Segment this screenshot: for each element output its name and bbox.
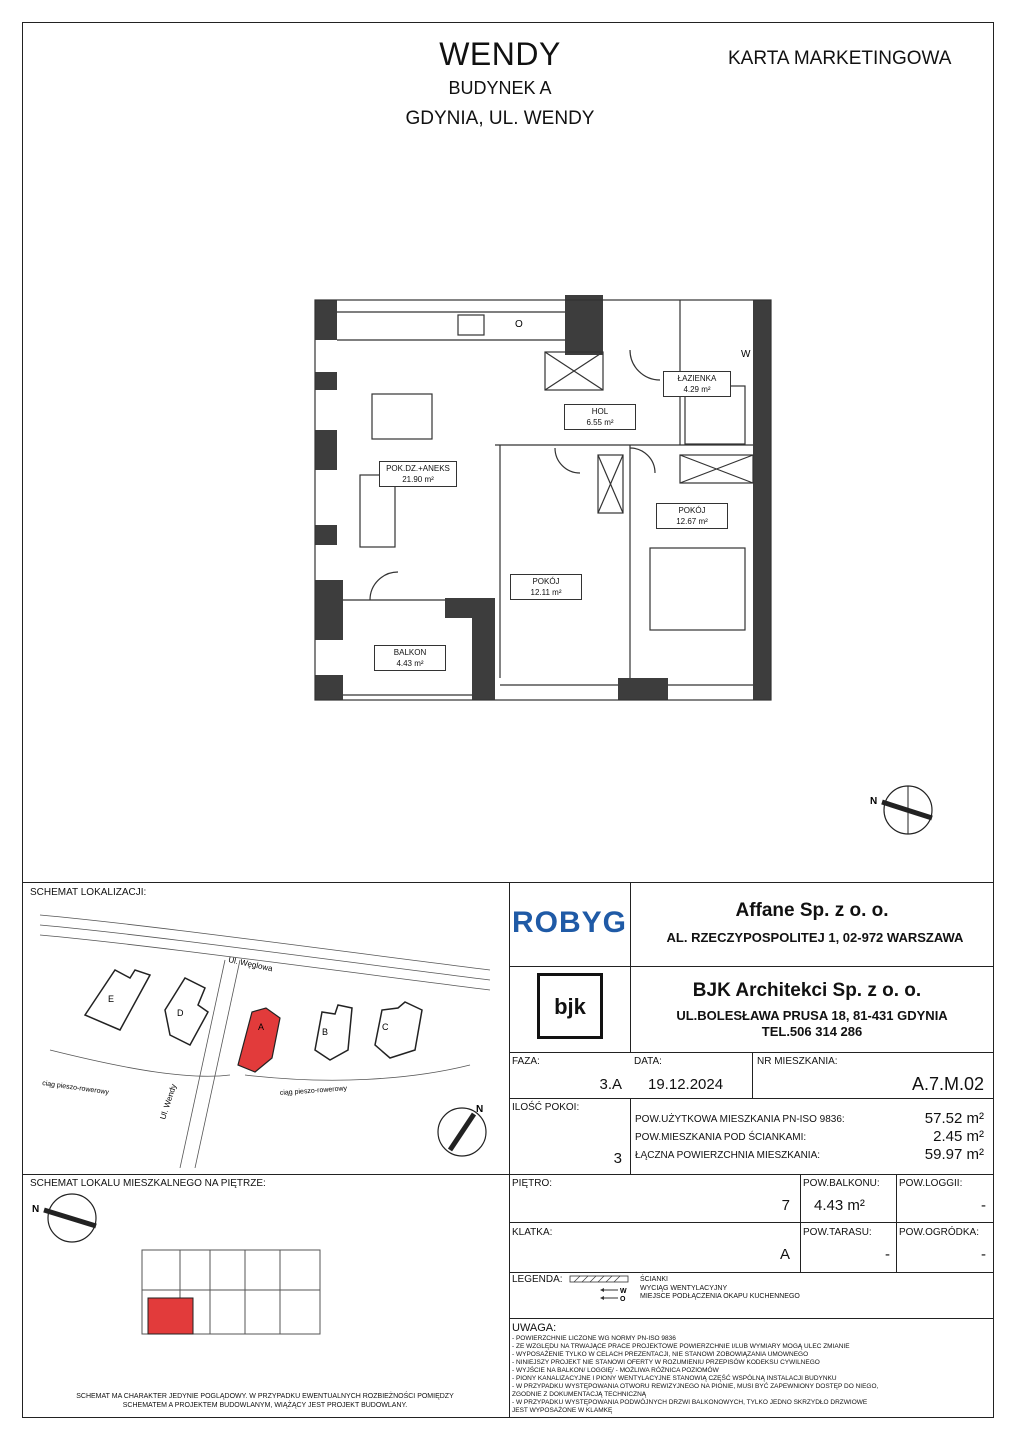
pow-uzytkowa-label: POW.UŻYTKOWA MIESZKANIA PN-ISO 9836: <box>635 1114 845 1125</box>
location-north-label: N <box>476 1104 484 1115</box>
robyg-logo: ROBYG <box>512 906 628 939</box>
legend-items: ŚCIANKI WYCIĄG WENTYLACYJNY MIEJSCE PODŁĄCZENIA OKAPU KUCHENNEGO <box>640 1276 800 1301</box>
plan-mark-o: O <box>515 319 523 330</box>
room-label-living: POK.DZ.+ANEKS 21.90 m² <box>379 461 457 487</box>
klatka-label: KLATKA: <box>512 1227 553 1238</box>
data-label: DATA: <box>634 1056 662 1067</box>
laczna-value: 59.97 m² <box>924 1146 984 1163</box>
floor-scheme-label: SCHEMAT LOKALU MIESZKALNEGO NA PIĘTRZE: <box>30 1178 266 1189</box>
street-label-wendy: Ul. Wendy <box>158 1082 179 1121</box>
data-value: 19.12.2024 <box>648 1076 724 1093</box>
plan-mark-w: W <box>741 349 751 360</box>
faza-value: 3.A <box>599 1076 622 1093</box>
bjk-logo-box <box>537 973 603 1039</box>
pow-scianki-value: 2.45 m² <box>933 1128 984 1145</box>
room-label-balcony: BALKON 4.43 m² <box>374 645 446 671</box>
pietro-value: 7 <box>781 1197 790 1214</box>
floor-compass <box>30 1190 330 1350</box>
ogrodek-label: POW.OGRÓDKA: <box>899 1227 980 1238</box>
loggia-label: POW.LOGGII: <box>899 1178 963 1189</box>
building-a: A <box>258 1022 265 1032</box>
building-d: D <box>177 1008 184 1018</box>
room-label-bathroom: ŁAZIENKA 4.29 m² <box>663 371 731 397</box>
laczna-label: ŁĄCZNA POWIERZCHNIA MIESZKANIA: <box>635 1150 821 1161</box>
architect-phone: TEL.506 314 286 <box>761 1024 863 1039</box>
bjk-logo: bjk <box>554 994 586 1019</box>
legend-label: LEGENDA: <box>512 1274 563 1285</box>
faza-label: FAZA: <box>512 1056 540 1067</box>
card-type: KARTA MARKETINGOWA <box>728 48 952 69</box>
floor-scheme-disclaimer: SCHEMAT MA CHARAKTER JEDYNIE POGLĄDOWY. W PRZYPADKU EWENTUALNYCH ROZBIEŻNOŚCI POMIĘDZY SCHEMATEM A PROJEKTEM BUDOWLANYM, WIĄŻĄCY JEST PROJEKT BUDOWLANY. <box>76 1393 454 1409</box>
pow-scianki-label: POW.MIESZKANIA POD ŚCIANKAMI: <box>635 1132 807 1143</box>
balkon-label: POW.BALKONU: <box>803 1178 880 1189</box>
legend-mark-w: W <box>620 1288 627 1295</box>
path-label-2: ciąg pieszo-rowerowy <box>279 1085 348 1097</box>
legend-mark-o: O <box>620 1296 626 1303</box>
floor-north-label: N <box>32 1204 40 1215</box>
developer-address: AL. RZECZYPOSPOLITEJ 1, 02-972 WARSZAWA <box>666 930 964 945</box>
building-c: C <box>382 1022 389 1032</box>
building-label: BUDYNEK A <box>448 78 552 98</box>
room-label-room2: POKÓJ 12.11 m² <box>510 574 582 600</box>
pokoje-label: ILOŚĆ POKOI: <box>512 1102 580 1113</box>
nr-value: A.7.M.02 <box>911 1074 984 1094</box>
project-title: WENDY <box>439 36 561 72</box>
notes-label: UWAGA: <box>512 1322 557 1334</box>
location-scheme-label: SCHEMAT LOKALIZACJI: <box>30 887 147 898</box>
taras-value: - <box>885 1246 890 1263</box>
taras-label: POW.TARASU: <box>803 1227 872 1238</box>
legend-symbols <box>568 1274 632 1304</box>
notes-list: - POWIERZCHNIE LICZONE WG NORMY PN-ISO 9836 - ZE WZGLĘDU NA TRWAJĄCE PRACE PROJEKTOWE POWIERZCHNIE I/LUB WYMIARY MOGĄ ULEC ZMIANIE - WYPOSAŻENIE TYLKO W CELACH PREZENTACJI, NIE STANOWI ZOBOWIĄZANIA UMOWNEGO - NINIEJSZY PROJEKT NIE STANOWI OFERTY W ROZUMIENIU PRZEPISÓW KODEKSU CYWILNEGO - WYJŚCIE NA BALKON/ LOGGIĘ/ - MOŻLIWA RÓŻNICA POZIOMÓW - PIONY KANALIZACYJNE I PIONY WENTYLACYJNE STANOWIĄ CZĘŚĆ WSPÓLNĄ INSTALACJI BUDYNKU - W PRZYPADKU WYSTĘPOWANIA OTWORU REWIZYJNEGO NA PIONIE, MUSI BYĆ ZAPEWNIONY DOSTĘP DO NIEGO, ZGODNIE Z DOKUMENTACJĄ TECHNICZNĄ - W PRZYPADKU WYSTĘPOWANIA PODWÓJNYCH DRZWI BALKONOWYCH, TYLKO JEDNO SKRZYDŁO DRZWIOWE JEST WYPOSAŻONE W KLAMKĘ <box>512 1335 879 1414</box>
room-label-hall: HOL 6.55 m² <box>564 404 636 430</box>
street-label-weglowa: Ul. Węglowa <box>227 955 274 974</box>
architect-address: UL.BOLESŁAWA PRUSA 18, 81-431 GDYNIA <box>676 1008 948 1023</box>
ogrodek-value: - <box>981 1246 986 1263</box>
location-map <box>30 900 500 1168</box>
pow-uzytkowa-value: 57.52 m² <box>924 1110 984 1127</box>
building-b: B <box>322 1027 329 1037</box>
compass-north-label: N <box>870 796 878 807</box>
pokoje-value: 3 <box>613 1150 622 1167</box>
nr-label: NR MIESZKANIA: <box>757 1056 838 1067</box>
room-label-room1: POKÓJ 12.67 m² <box>656 503 728 529</box>
balkon-value: 4.43 m² <box>814 1197 865 1214</box>
developer-name: Affane Sp. z o. o. <box>735 900 889 921</box>
compass-icon <box>868 782 934 838</box>
klatka-value: A <box>779 1246 790 1263</box>
path-label-1: ciąg pieszo-rowerowy <box>41 1080 110 1097</box>
address-label: GDYNIA, UL. WENDY <box>405 108 595 129</box>
loggia-value: - <box>981 1197 986 1214</box>
pietro-label: PIĘTRO: <box>512 1178 553 1189</box>
architect-name: BJK Architekci Sp. z o. o. <box>692 980 922 1001</box>
building-e: E <box>108 994 115 1004</box>
